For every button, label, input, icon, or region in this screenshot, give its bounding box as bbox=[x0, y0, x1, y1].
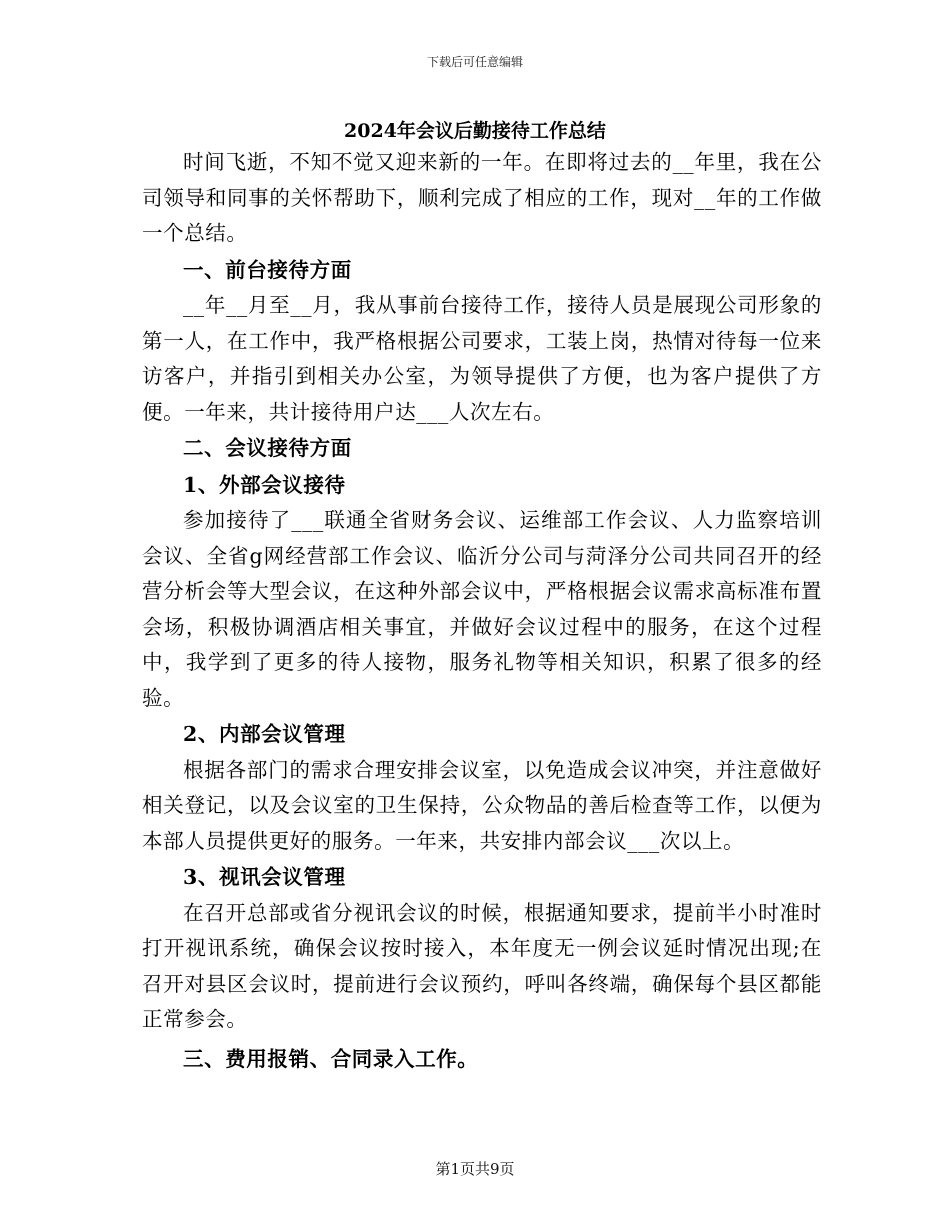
front-desk-paragraph: __年__月至__月，我从事前台接待工作，接待人员是展现公司形象的第一人，在工作中，我严格根据公司要求，工装上岗，热情对待每一位来访客户，并指引到相关办公室，为领导提供了方便，也为客户提供了方便。一年来，共计接待用户达___人次左右。 bbox=[142, 293, 822, 424]
subheading-video-meetings: 3、视讯会议管理 bbox=[183, 865, 346, 889]
subheading-external-meetings: 1、外部会议接待 bbox=[183, 472, 346, 497]
section-heading-expenses: 三、费用报销、合同录入工作。 bbox=[183, 1046, 479, 1071]
document-title: 2024年会议后勤接待工作总结 bbox=[344, 120, 606, 142]
intro-paragraph: 时间飞逝，不知不觉又迎来新的一年。在即将过去的__年里，我在公司领导和同事的关怀帮助下，顺利完成了相应的工作，现对__年的工作做一个总结。 bbox=[142, 150, 822, 245]
section-heading-meeting-reception: 二、会议接待方面 bbox=[183, 436, 352, 460]
document-body bbox=[142, 145, 822, 1077]
video-meetings-paragraph: 在召开总部或省分视讯会议的时候，根据通知要求，提前半小时准时打开视讯系统，确保会议按时接入，本年度无一例会议延时情况出现;在召开对县区会议时，提前进行会议预约，呼叫各终端，确保每个县区都能正常参会。 bbox=[142, 900, 822, 1031]
internal-meetings-paragraph: 根据各部门的需求合理安排会议室，以免造成会议冲突，并注意做好相关登记，以及会议室的卫生保持，公众物品的善后检查等工作，以便为本部人员提供更好的服务。一年来，共安排内部会议___次以上。 bbox=[142, 757, 822, 853]
page-number: 第1页共9页 bbox=[435, 1160, 515, 1178]
subheading-internal-meetings: 2、内部会议管理 bbox=[183, 722, 346, 746]
header-note: 下载后可任意编辑 bbox=[426, 55, 523, 69]
section-heading-front-desk: 一、前台接待方面 bbox=[183, 257, 352, 282]
external-meetings-paragraph: 参加接待了___联通全省财务会议、运维部工作会议、人力监察培训会议、全省g网经营部工作会议、临沂分公司与菏泽分公司共同召开的经营分析会等大型会议，在这种外部会议中，严格根据会议需求高标准布置会场，积极协调酒店相关事宜，并做好会议过程中的服务，在这个过程中，我学到了更多的待人接物，服务礼物等相关知识，积累了很多的经验。 bbox=[142, 508, 822, 710]
